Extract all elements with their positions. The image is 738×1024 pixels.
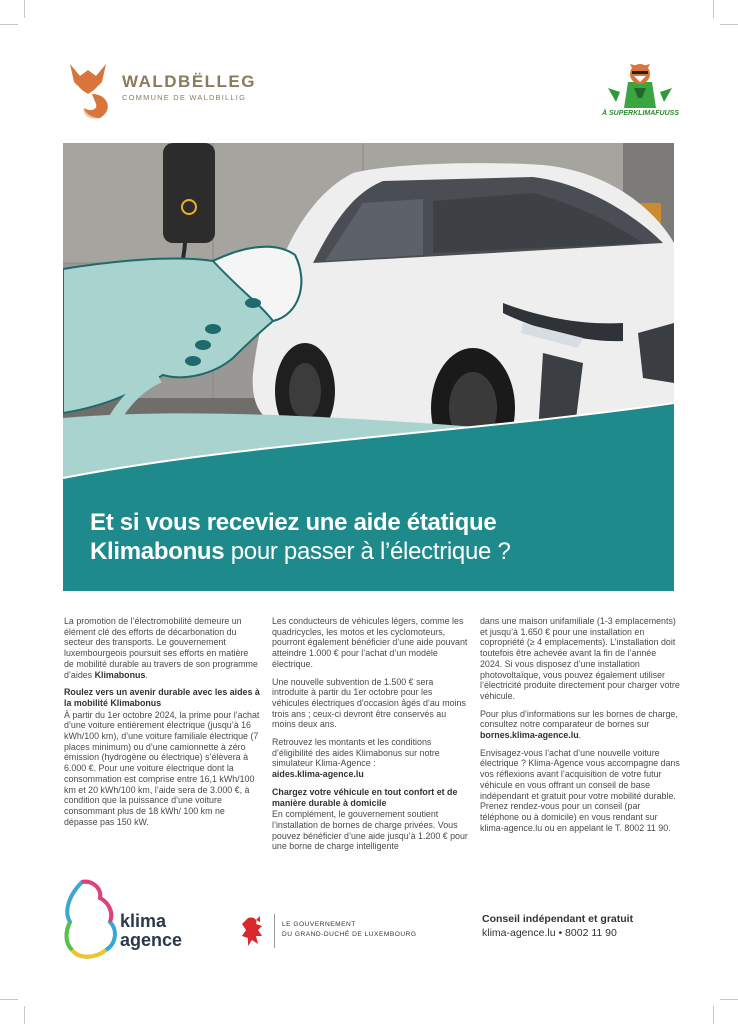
crop-mark <box>713 1006 714 1024</box>
bornes-link[interactable]: bornes.klima-agence.lu <box>480 730 579 741</box>
commune-subtitle: COMMUNE DE WALDBILLIG <box>122 93 247 102</box>
commune-name: WALDBËLLEG <box>122 72 256 91</box>
paragraph: Les conducteurs de véhicules légers, comme les quadricycles, les motos et les cyclomoteurs, pourront également bénéficier d’une aide pouvant atteindre 1.000 € pour l’achat d’un modèle électrique. <box>272 616 468 669</box>
divider <box>274 914 275 948</box>
agence-text: agence <box>120 930 183 950</box>
intro-paragraph: La promotion de l’électromobilité demeure un élément clé des efforts de décarbonation du secteur des transports. Le gouvernement luxembourgeois poursuit ses efforts en matière de mobilité durable au travers de son programme d’aides Klimabonus. <box>64 616 258 680</box>
headline <box>90 508 660 566</box>
crop-mark <box>0 999 18 1000</box>
paragraph: À partir du 1er octobre 2024, la prime pour l’achat d’une voiture entièrement électrique (jusqu’à 16 kWh/100 km), d’une voiture familiale électrique (7 places minimum) ou d’une camionnette à zéro émission (hydrogène ou électrique) s’élèvera à 6.000 €. Pour une voiture électrique dont la consommation est comprise entre 16,1 kWh/100 km et 20 kWh/100 km, l’aide sera de 3.000 €, à condition que la puissance d’une voiture consommant plus de 18 kWh/ 100 km ne dépasse pas 150 kW. <box>64 709 260 827</box>
gov-line1: LE GOUVERNEMENT <box>282 921 356 928</box>
paragraph: En complément, le gouvernement soutient l’installation de bornes de charge privées. Vous pouvez bénéficier d’une aide jusqu’à 1.200 € pour une borne de charge intelligente <box>272 809 468 852</box>
red-lion-icon <box>240 914 268 948</box>
superklimafuuss-logo <box>598 58 682 124</box>
paragraph: Pour plus d’informations sur les bornes de charge, consultez notre comparateur de bornes sur bornes.klima-agence.lu. <box>480 708 678 741</box>
crop-mark <box>24 1006 25 1024</box>
column-3 <box>480 616 680 840</box>
section-heading: Chargez votre véhicule en tout confort et de manière durable à domicile <box>272 786 458 808</box>
hero-image <box>63 143 674 591</box>
crop-mark <box>713 0 714 18</box>
paragraph: Envisagez-vous l’achat d’une nouvelle voiture électrique ? Klima-Agence vous accompagne dans vos réflexions avant l’acquisition de votre futur véhicule en vous offrant un conseil de base indépendant et gratuit pour votre mobilité durable. Prenez rendez-vous pour un conseil (par téléphone ou à domicile) en vous rendant sur klima-agence.lu ou en appelant le T. 8002 11 90. <box>480 747 680 833</box>
paragraph: dans une maison unifamiliale (1-3 emplacements) et jusqu’à 1.650 € pour une installation en copropriété (≥ 4 emplacements). L’installation doit toutefois être achevée avant la fin de l’année 2024. Si vous disposez d’une installation photovoltaïque, vous pouvez également utiliser l’électricité produite directement pour charger votre véhicule. <box>480 616 680 701</box>
paragraph: Une nouvelle subvention de 1.500 € sera introduite à partir du 1er octobre pour les véhicules électriques d’occasion âgés d’au moins trois ans ; ceux-ci devront être conservés au moins deux ans. <box>272 676 466 730</box>
wallbox-icon <box>163 143 215 243</box>
crop-mark <box>24 0 25 18</box>
headline-bold: Klimabonus <box>90 538 225 565</box>
conseil-title: Conseil indépendant et gratuit <box>482 913 634 925</box>
mascot-fox-icon <box>598 58 682 112</box>
commune-logo <box>64 60 264 122</box>
gov-line2: DU GRAND-DUCHÉ DE LUXEMBOURG <box>282 931 417 938</box>
headline-line1: Et si vous receviez une aide étatique <box>90 509 497 536</box>
paragraph: Retrouvez les montants et les conditions d’éligibilité des aides Klimabonus sur notre simulateur Klima-Agence : aides.klima-agence.lu <box>272 737 440 780</box>
section-heading: Roulez vers un avenir durable avec les aides à la mobilité Klimabonus <box>64 687 260 708</box>
fox-icon <box>64 60 116 120</box>
klima-agence-logo <box>62 878 202 962</box>
luxembourg-gov-logo <box>240 914 440 954</box>
crop-mark <box>720 24 738 25</box>
conseil-block <box>482 912 633 940</box>
crop-mark <box>720 999 738 1000</box>
simulator-link[interactable]: aides.klima-agence.lu <box>272 769 364 780</box>
mascot-text: Ä SUPERKLIMAFUUSS <box>602 110 680 117</box>
headline-rest: pour passer à l’électrique ? <box>224 538 511 565</box>
column-1 <box>64 616 260 834</box>
klima-text: klima <box>120 911 167 931</box>
column-2 <box>272 616 468 859</box>
luxembourg-map-icon <box>62 878 122 962</box>
crop-mark <box>0 24 18 25</box>
conseil-contact[interactable]: klima-agence.lu • 8002 11 90 <box>482 927 617 939</box>
